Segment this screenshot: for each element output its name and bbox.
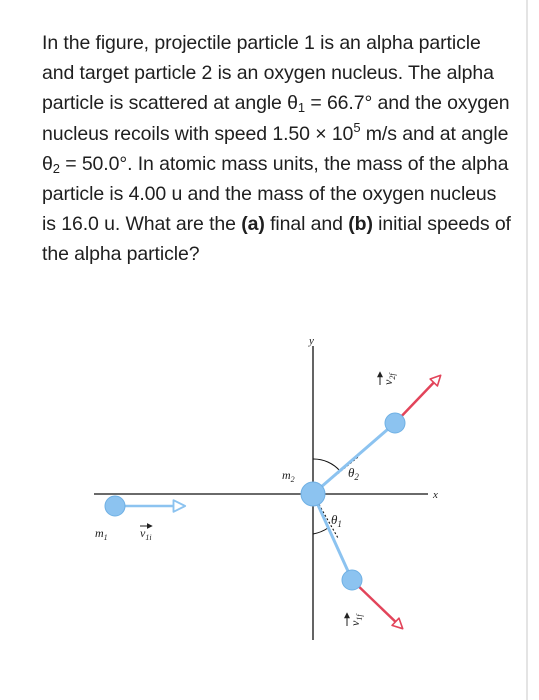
particle-1-initial bbox=[105, 496, 125, 516]
question-part-2: = 66.7° and the oxygen nucleus recoils with speed 1.50 × 10 bbox=[42, 92, 510, 145]
question-part-3: m/s and at angle bbox=[360, 122, 509, 145]
particle-2-final bbox=[385, 413, 405, 433]
v2f-label bbox=[380, 372, 397, 385]
particle-1-final bbox=[342, 570, 362, 590]
theta1-arc bbox=[313, 528, 328, 534]
theta2-symbol: θ bbox=[42, 152, 53, 175]
part-b-label: (b) bbox=[348, 213, 373, 236]
theta2-subscript: 2 bbox=[52, 160, 60, 176]
m2-label: $m_2$ bbox=[282, 468, 295, 484]
question-part-5: final and bbox=[264, 213, 349, 236]
part-a-label: (a) bbox=[241, 213, 265, 236]
m1-label: $m_1$ bbox=[95, 526, 108, 542]
svg-text:v2f: $v_{2f}$ bbox=[381, 373, 397, 385]
theta1-symbol: θ bbox=[287, 92, 298, 115]
x-axis-label: x bbox=[433, 489, 438, 501]
particle-2-target bbox=[301, 482, 325, 506]
question-part-4: = 50.0°. In atomic mass units, the mass of the alpha particle is 4.00 u and the mass of the oxygen nucleus is 16.0 u. What are the bbox=[42, 152, 509, 236]
svg-text:v1i: $v_{1i}$ bbox=[140, 526, 152, 542]
theta2-arc bbox=[313, 459, 340, 471]
oxygen-recoil-path bbox=[313, 423, 395, 494]
exponent: 5 bbox=[353, 119, 361, 135]
theta1-subscript: 1 bbox=[297, 100, 306, 116]
question-part-1: In the figure, projectile particle 1 is an alpha particle and target particle 2 is an oxygen nucleus. The alpha particle is scattered at angle bbox=[42, 32, 494, 115]
svg-text:v1f: $v_{1f}$ bbox=[348, 614, 364, 626]
question-part-6: initial speeds of the alpha particle? bbox=[42, 213, 511, 266]
y-axis-label: y bbox=[309, 335, 314, 347]
svg-text:θ1: $\theta_1$ bbox=[331, 512, 342, 529]
alpha-scattered-path bbox=[313, 494, 352, 580]
svg-text:θ2: $\theta_2$ bbox=[348, 465, 359, 482]
v1i-label bbox=[140, 526, 152, 542]
theta2-label bbox=[348, 465, 359, 482]
theta1-label bbox=[331, 512, 342, 529]
v1f-label bbox=[347, 613, 364, 626]
